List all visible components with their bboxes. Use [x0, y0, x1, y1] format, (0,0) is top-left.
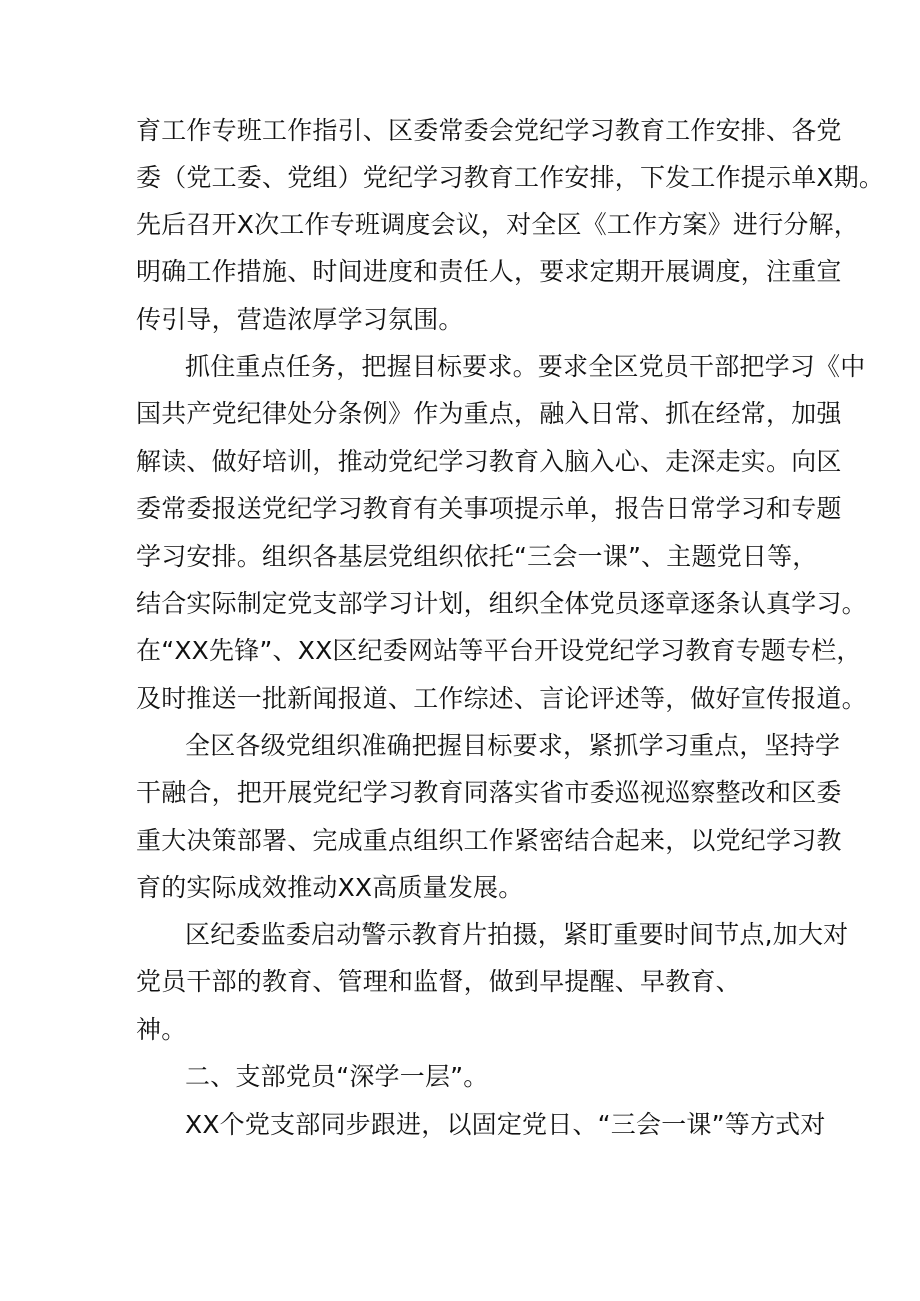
text-line: 神。	[136, 1015, 187, 1044]
text-line: 育的实际成效推动XX高质量发展。	[136, 873, 524, 902]
text-line: 及时推送一批新闻报道、工作综述、言论评述等，做好宣传报道。	[136, 684, 867, 713]
paragraph-first-line: 抓住重点任务，把握目标要求。要求全区党员干部把学习《中	[185, 352, 866, 381]
text-line: 国共产党纪律处分条例》作为重点，融入日常、抓在经常，加强	[136, 399, 842, 428]
text-line: 解读、做好培训，推动党纪学习教育入脑入心、走深走实。向区	[136, 447, 842, 476]
text-line: 先后召开X次工作专班调度会议，对全区《工作方案》进行分解，	[136, 210, 859, 239]
text-line: 传引导，营造浓厚学习氛围。	[136, 305, 464, 334]
text-line: 学习安排。组织各基层党组织依托“三会一课”、主题党日等，	[136, 542, 818, 571]
text-line: 在“XX先锋”、XX区纪委网站等平台开设党纪学习教育专题专栏，	[136, 636, 862, 665]
text-line: 干融合，把开展党纪学习教育同落实省市委巡视巡察整改和区委	[136, 778, 842, 807]
text-line: 委常委报送党纪学习教育有关事项提示单，报告日常学习和专题	[136, 494, 842, 523]
text-line: 育工作专班工作指引、区委常委会党纪学习教育工作安排、各党	[136, 116, 842, 145]
text-line: 重大决策部署、完成重点组织工作紧密结合起来，以党纪学习教	[136, 826, 842, 855]
section-heading: 二、支部党员“深学一层”。	[185, 1062, 489, 1091]
text-line: 结合实际制定党支部学习计划，组织全体党员逐章逐条认真学习。	[136, 589, 867, 618]
paragraph-first-line: XX个党支部同步跟进，以固定党日、“三会一课”等方式对	[185, 1110, 826, 1139]
text-line: 明确工作措施、时间进度和责任人，要求定期开展调度，注重宣	[136, 257, 842, 286]
paragraph-first-line: 区纪委监委启动警示教育片拍摄，紧盯重要时间节点,加大对	[185, 920, 849, 949]
text-line: 委（党工委、党组）党纪学习教育工作安排，下发工作提示单X期。	[136, 163, 885, 192]
text-line: 党员干部的教育、管理和监督，做到早提醒、早教育、	[136, 967, 741, 996]
paragraph-first-line: 全区各级党组织准确把握目标要求，紧抓学习重点，坚持学	[185, 731, 841, 760]
